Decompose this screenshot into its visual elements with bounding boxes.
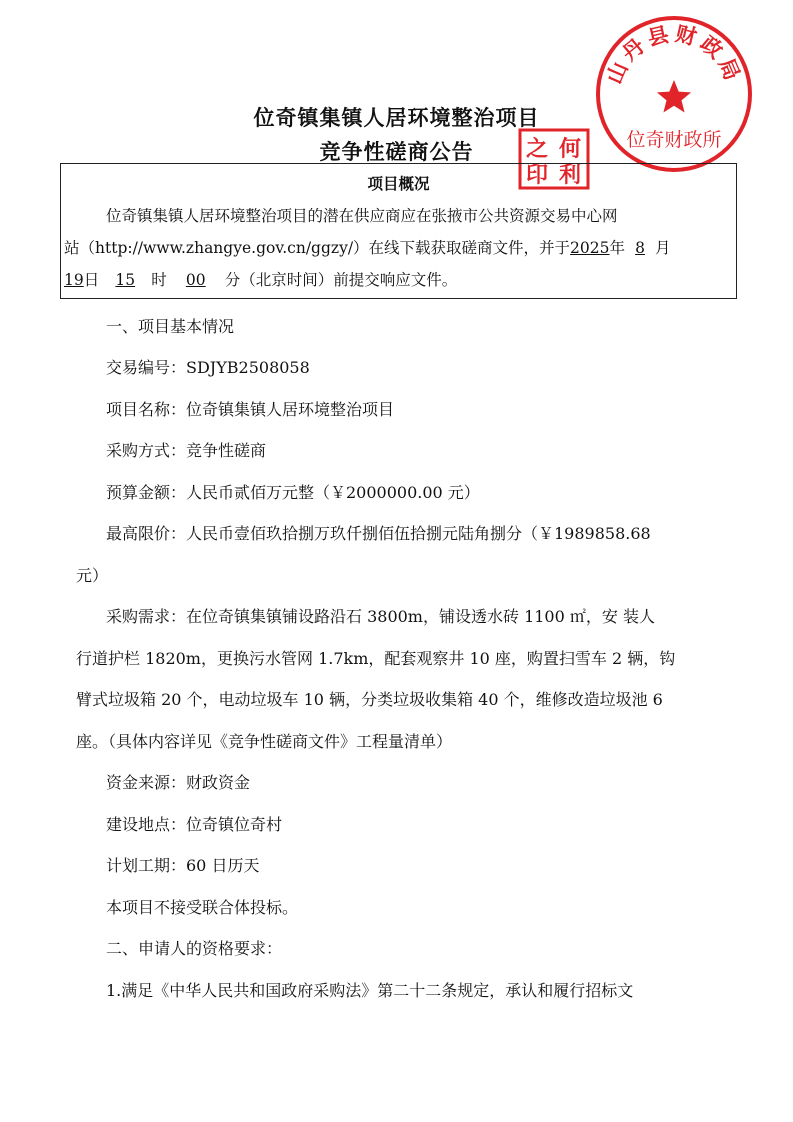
round-seal-bottom-text: 位奇财政所: [626, 129, 722, 151]
square-seal-char-4: 利: [558, 163, 582, 188]
section-1-heading: 一、项目基本情况: [106, 317, 235, 336]
round-seal-text: 山丹县财政局: [602, 21, 746, 88]
minute-unit: 分（北京时间）前提交响应文件。: [224, 271, 458, 289]
title-line-2: 竞争性磋商公告: [319, 140, 474, 164]
demand-line-2: 行道护栏 1820m，更换污水管网 1.7km，配套观察井 10 座，购置扫雪车 2 辆，钩: [76, 649, 676, 668]
round-seal-icon: [594, 14, 754, 174]
fund-source: 资金来源：财政资金: [106, 773, 251, 792]
transaction-number: 交易编号：SDJYB2508058: [106, 358, 310, 377]
overview-heading: 项目概况: [367, 175, 430, 193]
project-name: 项目名称：位奇镇集镇人居环境整治项目: [106, 400, 395, 419]
title-line-1: 位奇镇集镇人居环境整治项目: [253, 106, 540, 130]
deadline-hour: 15: [115, 271, 136, 289]
overview-line-3: [64, 268, 457, 290]
procurement-method: 采购方式：竞争性磋商: [106, 441, 267, 460]
demand-line-4: 座。（具体内容详见《竞争性磋商文件》工程量清单）: [76, 732, 453, 751]
overview-line-2-text: 站（http://www.zhangye.gov.cn/ggzy/）在线下载获取磋商文件，并于: [64, 239, 571, 257]
square-seal-char-1: 之: [525, 137, 549, 162]
square-seal-char-3: 印: [525, 163, 549, 188]
month-unit: 月: [655, 239, 671, 257]
deadline-month: 8: [635, 239, 645, 257]
requirement-1: 1.满足《中华人民共和国政府采购法》第二十二条规定，承认和履行招标文: [106, 981, 634, 1000]
max-price-line-1: 最高限价：人民币壹佰玖拾捌万玖仟捌佰伍拾捌元陆角捌分（￥1989858.68: [106, 524, 651, 543]
planned-period: 计划工期：60 日历天: [106, 856, 260, 875]
max-price-line-2: 元）: [76, 566, 109, 585]
project-overview-box: [60, 163, 737, 299]
consortium-note: 本项目不接受联合体投标。: [106, 898, 299, 917]
demand-line-3: 臂式垃圾箱 20 个，电动垃圾车 10 辆，分类垃圾收集箱 40 个，维修改造垃圾池 6: [76, 690, 663, 709]
hour-unit: 时: [151, 271, 167, 289]
square-seal-char-2: 何: [558, 137, 582, 162]
construction-location: 建设地点：位奇镇位奇村: [106, 815, 283, 834]
deadline-year: 2025: [570, 239, 610, 257]
deadline-minute: 00: [185, 271, 206, 289]
year-unit: 年: [609, 239, 626, 257]
section-2-heading: 二、申请人的资格要求：: [106, 939, 283, 958]
overview-line-2: [64, 236, 671, 258]
day-unit: 日: [83, 271, 100, 289]
deadline-day: 19: [64, 271, 84, 289]
overview-line-1: 位奇镇集镇人居环境整治项目的潜在供应商应在张掖市公共资源交易中心网: [106, 207, 618, 225]
svg-text:山丹县财政局: [602, 22, 746, 88]
budget-amount: 预算金额：人民币贰佰万元整（￥2000000.00 元）: [106, 483, 480, 502]
demand-line-1: 采购需求：在位奇镇集镇铺设路沿石 3800m，铺设透水砖 1100 ㎡，安 装人: [106, 607, 655, 626]
